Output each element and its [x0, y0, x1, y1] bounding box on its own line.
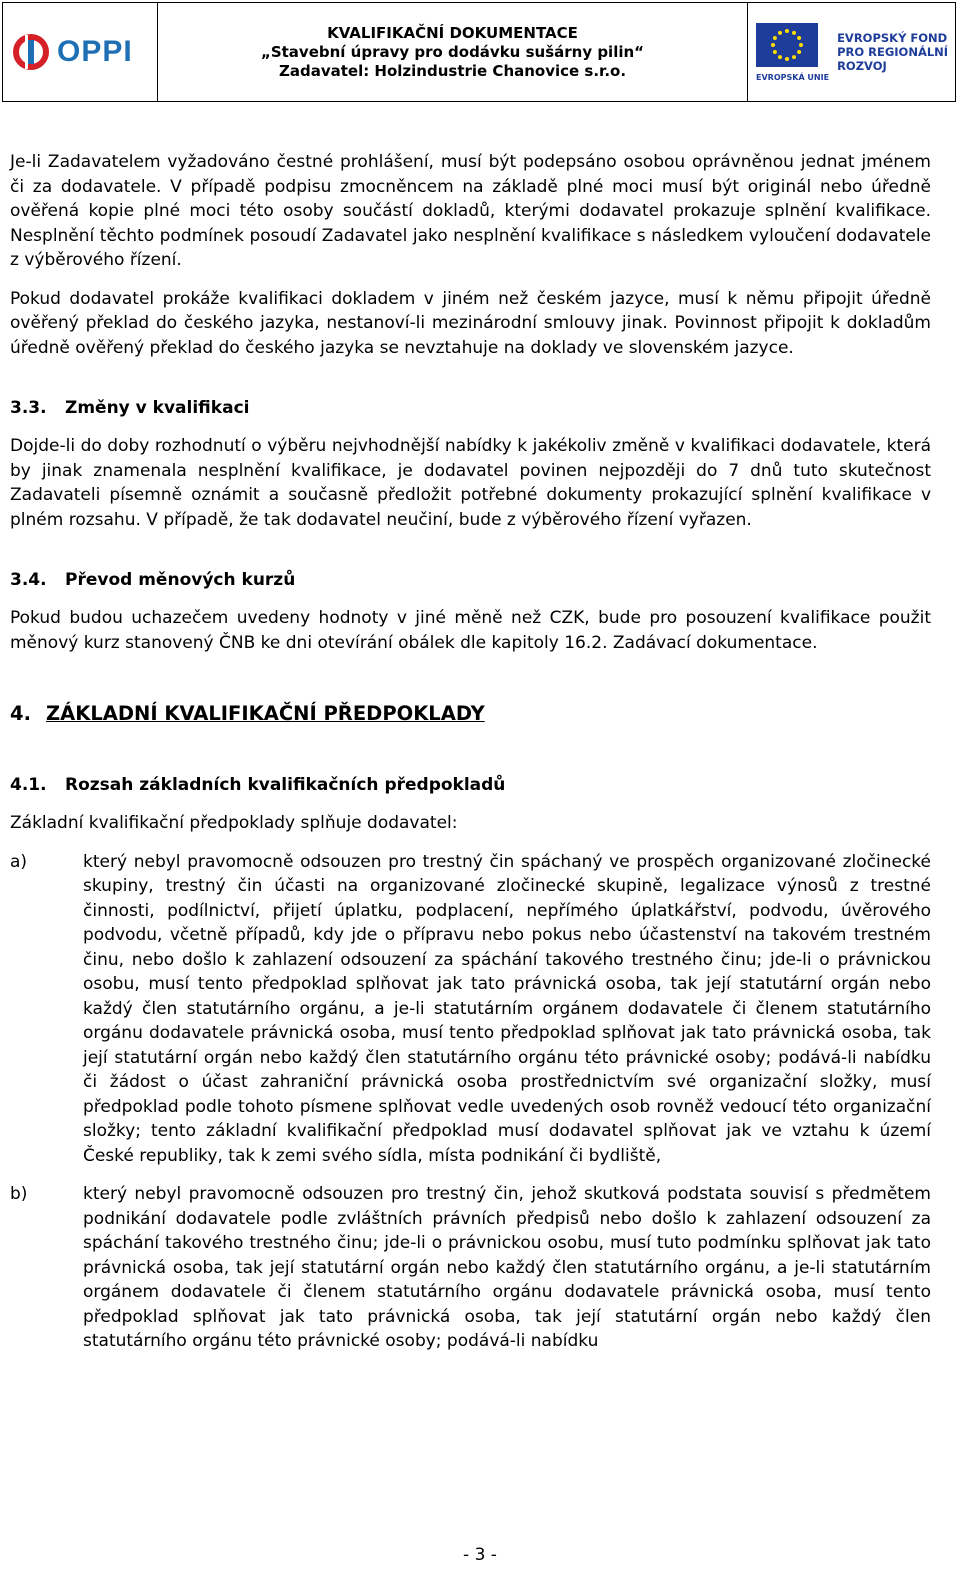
section-3-4-text: Pokud budou uchazečem uvedeny hodnoty v jiné měně než CZK, bude pro posouzení kvalifikace použit měnový kurz stanovený ČNB ke dni otevírání obálek dle kapitoly 16.2. Zadávací dokumentace. — [10, 608, 931, 653]
section-title: Převod měnových kurzů — [65, 570, 296, 590]
section-title: Změny v kvalifikaci — [65, 398, 250, 418]
section-3-3-heading — [10, 396, 931, 420]
paragraph-translation: Pokud dodavatel prokáže kvalifikaci dokladem v jiném než českém jazyce, musí k němu připojit úředně ověřený překlad do českého jazyka, nestanoví-li mezinárodní smlouvy jinak. Povinnost připojit k dokladům úředně ověřený překlad do českého jazyka se nevztahuje na doklady ve slovenském jazyce. — [10, 288, 931, 358]
list-item-text: který nebyl pravomocně odsouzen pro trestný čin spáchaný ve prospěch organizované zločinecké skupiny, trestný čin účasti na organizované zločinecké skupině, legalizace výnosů z trestné činnosti, podílnictví, přijetí úplatku, podplacení, nepřímého úplatkářství, podvodu, úvěrového podvodu, včetně případů, kdy jde o přípravu nebo pokus nebo účastenství na takovém trestném činu, nebo došlo k zahlazení odsouzení za spáchání takového trestného činu; jde-li o právnickou osobu, musí tento předpoklad splňovat jak tato právnická osoba, tak její statutární orgán nebo každý člen statutárního orgánu, a je-li statutárním orgánem dodavatele či členem statutárního orgánu dodavatele právnická osoba, musí tento předpoklad splňovat jak tato právnická osoba, tak její statutární orgán nebo každý člen statutárního orgánu této právnické osoby; podává-li nabídku či žádost o účast zahraniční právnická osoba prostřednictvím své organizační složky, musí předpoklad podle tohoto písmene splňovat vedle uvedených osob rovněž vedoucí této organizační složky; tento základní kvalifikační předpoklad musí dodavatel splňovat jak ve vztahu k území České republiky, tak k zemi svého sídla, místa podnikání či bydliště, — [83, 851, 931, 1166]
list-item-text: který nebyl pravomocně odsouzen pro trestný čin, jehož skutková podstata souvisí s předmětem podnikání dodavatele podle zvláštních právních předpisů nebo došlo k zahlazení odsouzení za spáchání takového trestného činu; jde-li o právnickou osobu, musí tuto podmínku splňovat jak tato právnická osoba, tak její statutární orgán nebo každý člen statutárního orgánu, a je-li statutárním orgánem dodavatele či členem statutárního orgánu dodavatele právnická osoba, musí tento předpoklad splňovat jak tato právnická osoba, tak její statutární orgán nebo každý člen statutárního orgánu této právnické osoby; podává-li nabídku — [83, 1184, 931, 1351]
section-3-3-text: Dojde-li do doby rozhodnutí o výběru nejvhodnější nabídky k jakékoliv změně v kvalifikaci dodavatele, která by jinak znamenala nesplnění kvalifikace, je dodavatel povinen nejpozději do 7 dnů tuto skutečnost Zadavateli písemně oznámit a současně předložit potřebné dokumenty prokazující splnění kvalifikace v plném rozsahu. V případě, že tak dodavatel neučiní, bude z výběrového řízení vyřazen. — [10, 436, 931, 530]
section-number: 3.4. — [10, 570, 47, 590]
header-title: KVALIFIKAČNÍ DOKUMENTACE — [327, 23, 578, 42]
eu-star-icon — [773, 36, 777, 40]
eu-star-icon — [785, 29, 789, 33]
list-item — [10, 850, 931, 1169]
section-number: 4. — [10, 702, 31, 725]
fund-line-1: EVROPSKÝ FOND — [837, 31, 948, 45]
paragraph-declaration: Je-li Zadavatelem vyžadováno čestné prohlášení, musí být podepsáno osobou oprávněnou jednat jménem či za dodavatele. V případě podpisu zmocněncem na základě plné moci musí být originál nebo úředně ověřená kopie plné moci této osoby součástí dokladů, kterými dodavatel prokazuje splnění kvalifikace. Nesplnění těchto podmínek posoudí Zadavatel jako nesplnění kvalifikace s následkem vyloučení dodavatele z výběrového řízení. — [10, 152, 931, 270]
eu-star-icon — [778, 30, 782, 34]
oppi-logo-text: OPPI — [57, 35, 133, 68]
eu-flag-block — [756, 23, 829, 82]
eu-star-icon — [799, 43, 803, 47]
eu-star-icon — [797, 36, 801, 40]
eu-star-icon — [792, 55, 796, 59]
header-contracting-authority: Zadavatel: Holzindustrie Chanovice s.r.o. — [278, 61, 627, 80]
oppi-emblem-icon — [11, 32, 51, 72]
eu-logo-block — [748, 3, 955, 101]
document-header — [2, 2, 956, 102]
eu-star-icon — [792, 30, 796, 34]
section-4-1-intro: Základní kvalifikační předpoklady splňuje dodavatel: — [10, 813, 458, 833]
list-item-mark: a) — [10, 851, 28, 872]
page-number: - 3 - — [463, 1545, 497, 1565]
eu-star-icon — [773, 50, 777, 54]
eu-star-icon — [785, 57, 789, 61]
fund-line-3: ROZVOJ — [837, 59, 887, 73]
eu-star-icon — [778, 55, 782, 59]
document-body — [10, 150, 931, 1354]
eu-star-icon — [771, 43, 775, 47]
eu-flag-icon — [756, 23, 818, 67]
section-number: 4.1. — [10, 775, 47, 795]
fund-name — [837, 31, 948, 73]
section-4-heading — [10, 701, 931, 727]
header-project: „Stavební úpravy pro dodávku sušárny pilin“ — [260, 42, 645, 61]
oppi-logo — [3, 3, 158, 101]
section-4-1-heading — [10, 773, 931, 797]
eu-star-icon — [797, 50, 801, 54]
section-title: Rozsah základních kvalifikačních předpokladů — [65, 775, 506, 795]
eu-caption: EVROPSKÁ UNIE — [756, 72, 830, 82]
list-item-mark: b) — [10, 1184, 28, 1204]
section-number: 3.3. — [10, 398, 47, 418]
header-title-block — [158, 3, 748, 101]
fund-line-2: PRO REGIONÁLNÍ — [837, 45, 949, 59]
section-3-4-heading — [10, 568, 931, 592]
section-title: ZÁKLADNÍ KVALIFIKAČNÍ PŘEDPOKLADY — [46, 702, 485, 725]
list-item — [10, 1182, 931, 1354]
